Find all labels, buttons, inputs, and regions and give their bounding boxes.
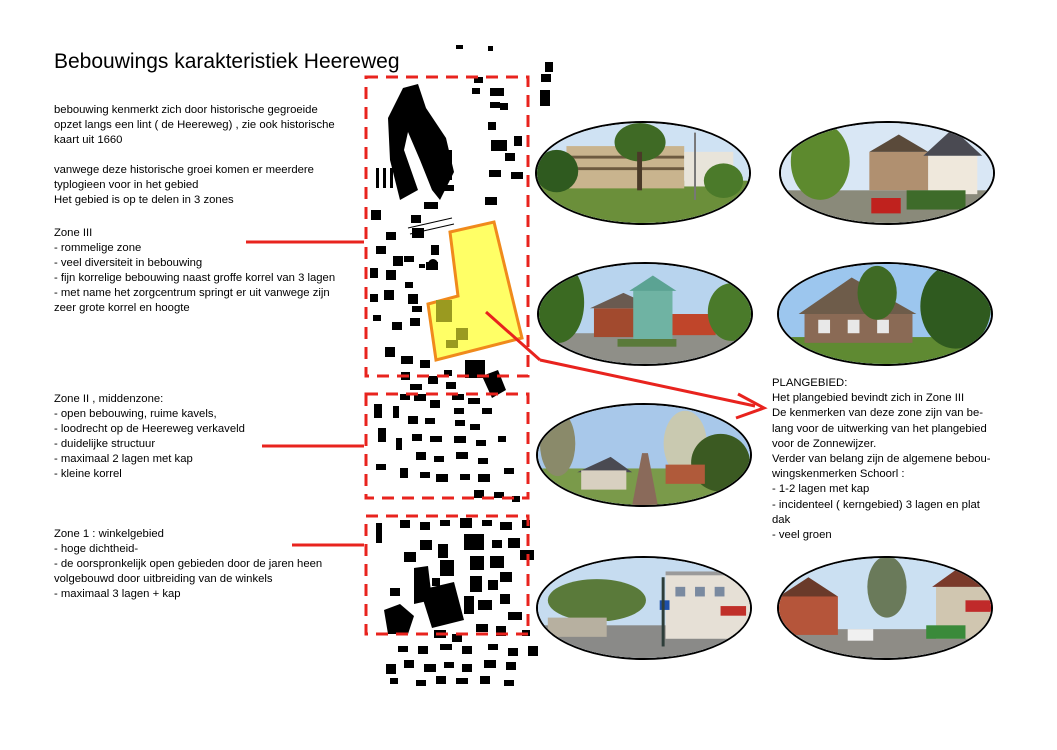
zone-item: - loodrecht op de Heereweg verkaveld [54, 423, 245, 435]
intro-line: kaart uit 1660 [54, 134, 123, 146]
intro-line: vanwege deze historische groei komen er meerdere [54, 164, 314, 176]
photo-shops-village [777, 556, 993, 660]
zone-item: - veel diversiteit in bebouwing [54, 257, 203, 269]
zone-item: - kleine korrel [54, 468, 122, 480]
intro-line: typlogieen voor in het gebied [54, 179, 199, 191]
plangebied-line: Het plangebied bevindt zich in Zone III [772, 392, 965, 405]
photo-care-center [537, 262, 753, 366]
zone-item: - de oorspronkelijk open gebieden door de jaren heen [54, 558, 323, 570]
plan-arrow-shaft [540, 360, 755, 406]
page-title: Bebouwings karakteristiek Heereweg [54, 50, 400, 73]
plangebied-title: PLANGEBIED: [772, 377, 848, 389]
plangebied-line: lang voor de uitwerking van het plangebied [772, 422, 987, 435]
plangebied-line: De kenmerken van deze zone zijn van be- [772, 407, 983, 420]
plangebied-line: - incidenteel ( kerngebied) 3 lagen en plat [772, 498, 980, 511]
plangebied-line: - veel groen [772, 529, 832, 542]
zone-item: zeer grote korrel en hoogte [54, 302, 190, 314]
photo-thatched-house [777, 262, 993, 366]
zone-item: - maximaal 2 lagen met kap [54, 453, 193, 465]
zone-item: - maximaal 3 lagen + kap [54, 588, 181, 600]
intro-line: bebouwing kenmerkt zich door historische gegroeide [54, 104, 318, 116]
plangebied-text [772, 376, 1042, 543]
plangebied-line: - 1-2 lagen met kap [772, 483, 870, 496]
zone-item: - rommelige zone [54, 242, 142, 254]
zone-item: - hoge dichtheid- [54, 543, 139, 555]
plan-area [428, 222, 522, 360]
zone-item: - duidelijke structuur [54, 438, 156, 450]
photo-tree-lane [536, 403, 752, 507]
plangebied-line: dak [772, 513, 791, 526]
plangebied-line: voor de Zonnewijzer. [772, 437, 877, 450]
zone-item: volgebouwd door uitbreiding van de winkels [54, 573, 273, 585]
zone-item: - open bebouwing, ruime kavels, [54, 408, 217, 420]
plangebied-line: Verder van belang zijn de algemene bebou- [772, 453, 991, 466]
zone-title: Zone III [54, 227, 93, 239]
photo-shopping-street [536, 556, 752, 660]
existing-building [436, 300, 452, 322]
existing-building [456, 328, 468, 340]
intro-line: opzet langs een lint ( de Heereweg) , zie ook historische [54, 119, 335, 131]
plangebied-line: wingskenmerken Schoorl : [772, 468, 905, 481]
photo-street-houses [779, 121, 995, 225]
zone-item: - met name het zorgcentrum springt er uit vanwege zijn [54, 287, 330, 299]
zone-item: - fijn korrelige bebouwing naast groffe korrel van 3 lagen [54, 272, 336, 284]
intro-line: Het gebied is op te delen in 3 zones [54, 194, 234, 206]
zone-title: Zone 1 : winkelgebied [54, 528, 164, 540]
zone-title: Zone II , middenzone: [54, 393, 164, 405]
existing-building [446, 340, 458, 348]
photo-apartments [535, 121, 751, 225]
zone-2-boundary [366, 394, 528, 498]
buildings [370, 45, 553, 686]
